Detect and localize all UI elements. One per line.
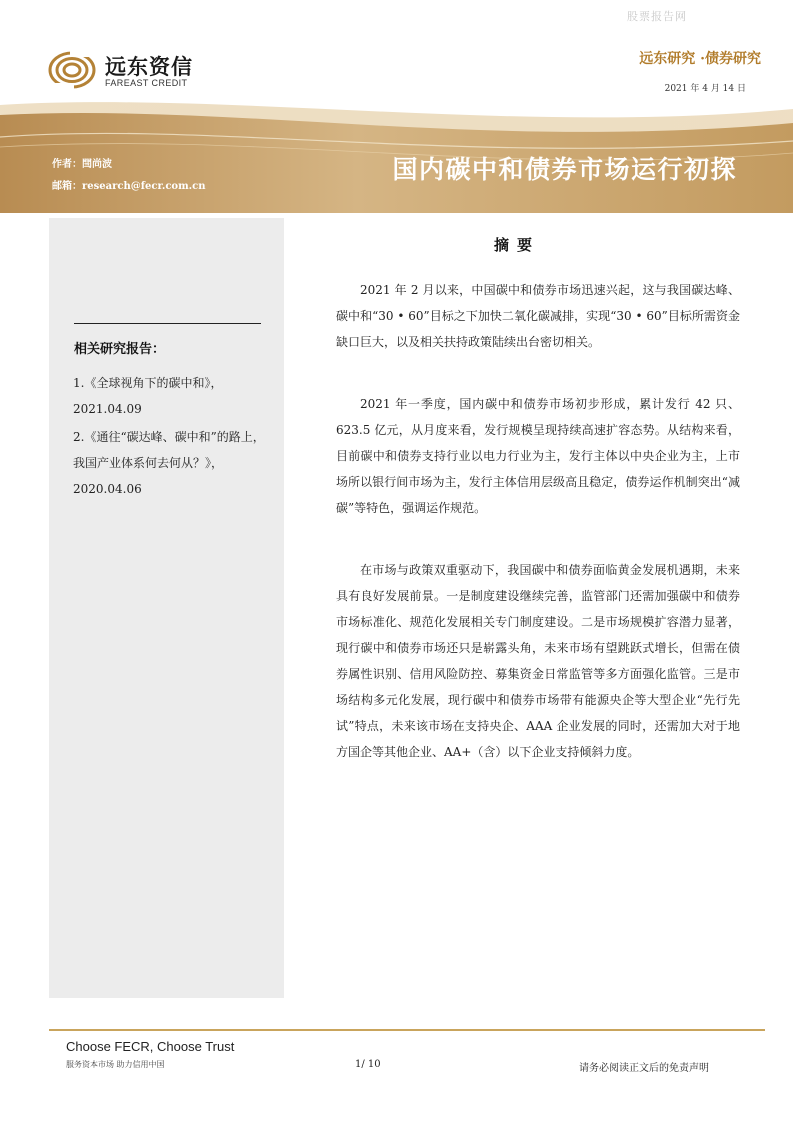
logo-rings-icon [48, 50, 100, 90]
abstract-paragraph-3: 在市场与政策双重驱动下，我国碳中和债券面临黄金发展机遇期，未来具有良好发展前景。一是制度建设继续完善，监管部门还需加强碳中和债券市场标准化、规范化发展相关专门制度建设。二是市场规模扩容潜力显著，现行碳中和债券市场还只是崭露头角，未来市场有望跳跃式增长，但需在债券属性识别、信用风险防控、募集资金日常监管等多方面强化监管。三是市场结构多元化发展，现行碳中和债券市场带有能源央企等大型企业“先行先试”特点，未来该市场在支持央企、AAA 企业发展的同时，还需加大对于地方国企等其他企业、AA+（含）以下企业支持倾斜力度。 [336, 563, 740, 759]
abstract-paragraph-2: 2021 年一季度，国内碳中和债券市场初步形成，累计发行 42 只、623.5 亿元，从月度来看，发行规模呈现持续高速扩容态势。从结构来看，目前碳中和债券支持行业以电力行业为主，发行主体以中央企业为主，上市场所以银行间市场为主，发行主体信用层级高且稳定，债券运作机制突出“减碳”等特色，强调运作规范。 [336, 397, 740, 515]
related-report-1[interactable]: 1.《全球视角下的碳中和》，2021.04.09 [73, 376, 223, 416]
logo-english-name: FAREAST CREDIT [105, 78, 188, 88]
fareast-credit-logo [48, 50, 208, 90]
disclaimer-notice: 请务必阅读正文后的免责声明 [579, 1063, 709, 1074]
author-name: 作者：閆尚波 [52, 159, 112, 170]
page-number: 1/ 10 [355, 1059, 381, 1070]
watermark-text: 股票报告网 [627, 10, 687, 23]
research-series-label: 远东研究 ·债券研究 [639, 51, 761, 67]
report-date: 2021 年 4 月 14 日 [664, 84, 746, 94]
related-reports-sidebar [49, 218, 284, 998]
related-reports-heading: 相关研究报告： [74, 342, 166, 357]
author-email: 邮箱：research@fecr.com.cn [52, 181, 206, 192]
report-title: 国内碳中和债券市场运行初探 [392, 155, 737, 184]
logo-chinese-name: 远东资信 [105, 55, 193, 79]
abstract-heading: 摘要 [494, 236, 541, 254]
abstract-paragraph-1: 2021 年 2 月以来，中国碳中和债券市场迅速兴起，这与我国碳达峰、碳中和“30 • 60”目标之下加快二氧化碳减排，实现“30 • 60”目标所需资金缺口巨大，以及相关扶持政策陆续出台密切相关。 [336, 283, 740, 349]
sidebar-divider [74, 323, 261, 324]
related-report-2[interactable]: 2.《通往“碳达峰、碳中和”的路上，我国产业体系何去何从？》，2020.04.06 [73, 430, 265, 496]
footer-tagline: 服务资本市场 助力信用中国 [66, 1060, 165, 1069]
footer-slogan: Choose FECR, Choose Trust [66, 1039, 235, 1054]
footer-divider [49, 1029, 765, 1031]
related-reports-list [73, 370, 269, 504]
